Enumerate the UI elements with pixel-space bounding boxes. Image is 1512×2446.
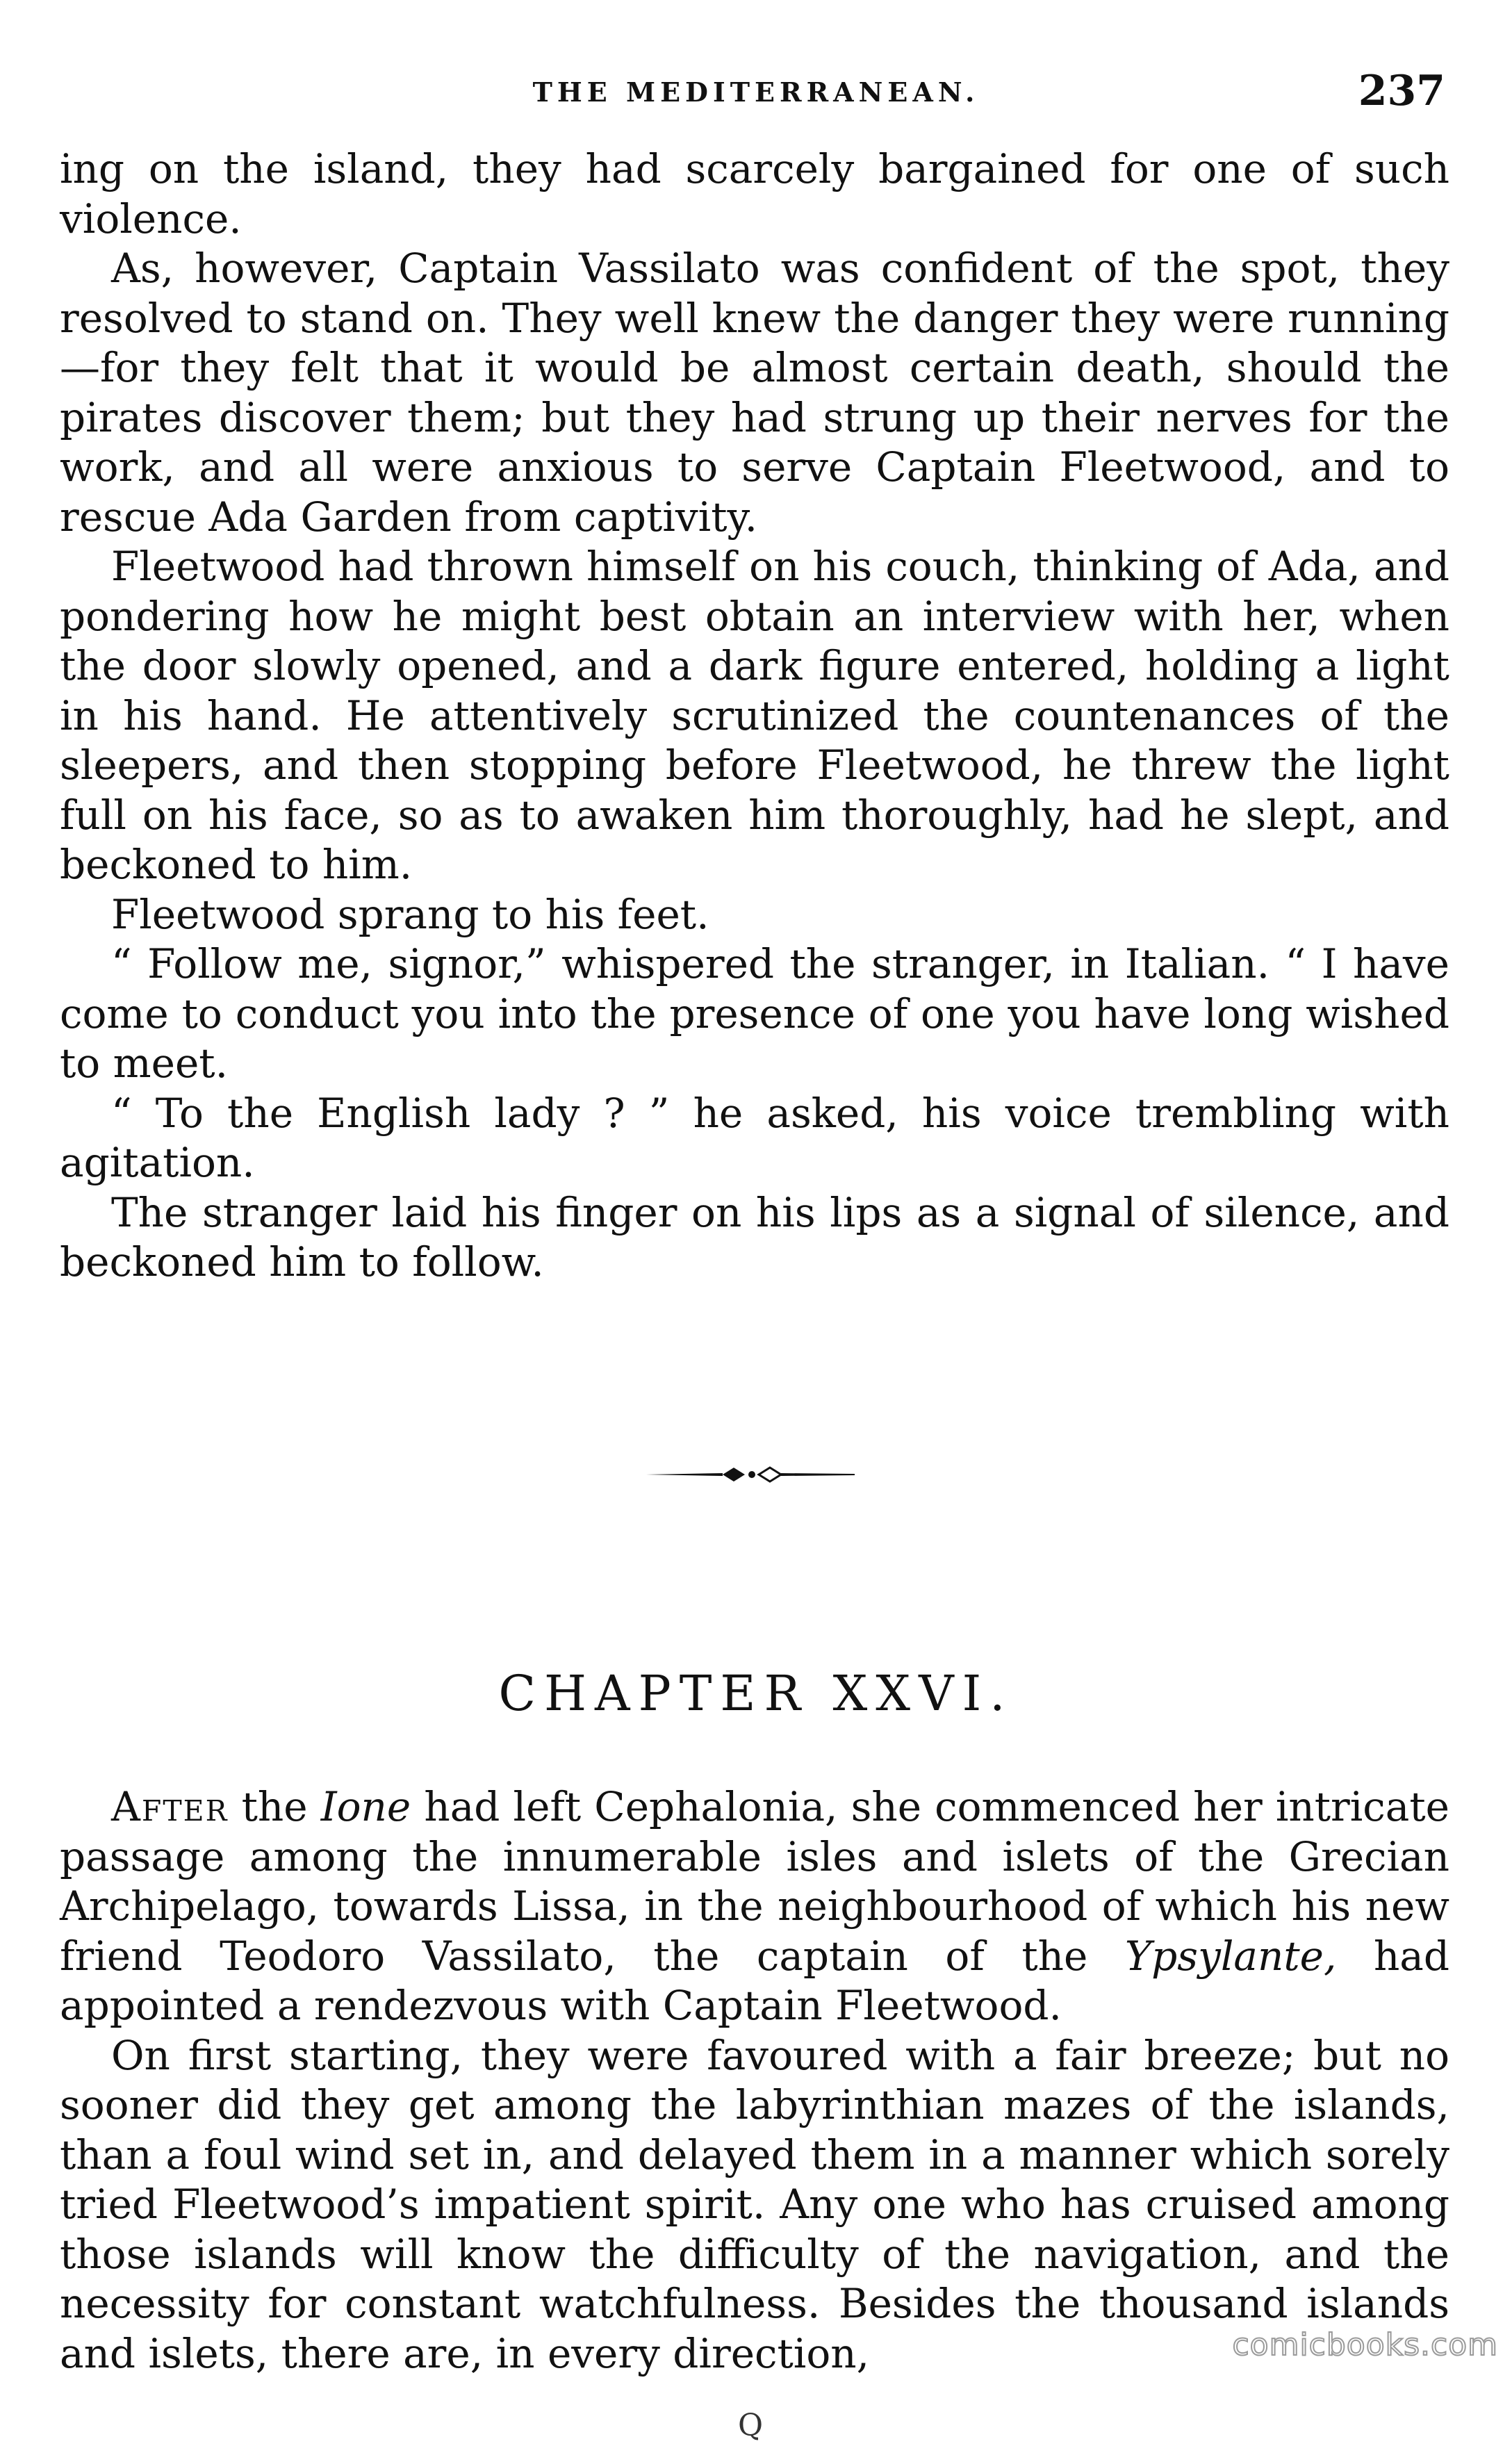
paragraph: “ Follow me, signor,” whispered the stranger, in Italian. “ I have come to conduct you into the presence of one you have long wished to meet.: [60, 940, 1449, 1087]
body-text-chapter: [60, 1782, 1449, 2379]
chapter-heading: CHAPTER XXVI.: [498, 1665, 1014, 1722]
body-text-top: [60, 145, 1449, 1288]
ship-name: Ypsylante,: [1124, 1932, 1337, 1980]
text-run: had appointed a rendezvous with Captain Fleetwood.: [60, 1932, 1450, 2029]
running-title: THE MEDITERRANEAN.: [532, 76, 980, 108]
text-run: the: [228, 1783, 321, 1830]
signature-mark: Q: [738, 2408, 764, 2443]
running-head: [67, 67, 1445, 122]
paragraph: [60, 1782, 1449, 2031]
section-ornament: [646, 1461, 869, 1488]
paragraph: The stranger laid his finger on his lips as a signal of silence, and beckoned him to follow.: [60, 1188, 1449, 1286]
watermark: comicbooks.com: [1232, 2327, 1498, 2363]
paragraph: Fleetwood sprang to his feet.: [111, 890, 709, 938]
ship-name: Ione: [320, 1783, 411, 1830]
paragraph: ing on the island, they had scarcely bargained for one of such violence.: [60, 145, 1449, 243]
paragraph: As, however, Captain Vassilato was confident of the spot, they resolved to stand on. They well knew the danger they were running—for they felt that it would be almost certain death, should the pirates discover them; but they had strung up their nerves for the work, and all were anxious to serve Captain Fleetwood, and to rescue Ada Garden from captivity.: [60, 245, 1449, 541]
page-number: 237: [1358, 67, 1445, 115]
text-run: had left Cephalonia, she commenced her intricate passage among the innumerable isles and islets of the Grecian Archipelago, towards Lissa, in the neighbourhood of which his new friend Teodoro Vassilato, the captain of the: [60, 1783, 1449, 1980]
paragraph: On first starting, they were favoured with a fair breeze; but no sooner did they get among the labyrinthian mazes of the islands, than a foul wind set in, and delayed them in a manner which sorely tried Fleetwood’s impatient spirit. Any one who has cruised among those islands will know the difficulty of the navigation, and the necessity for constant watchfulness. Besides the thousand islands and islets, there are, in every direction,: [60, 2031, 1449, 2377]
paragraph: Fleetwood had thrown himself on his couch, thinking of Ada, and pondering how he might best obtain an interview with her, when the door slowly opened, and a dark figure entered, holding a light in his hand. He attentively scrutinized the countenances of the sleepers, and then stopping before Fleetwood, he threw the light full on his face, so as to awaken him thoroughly, had he slept, and beckoned to him.: [60, 543, 1449, 888]
paragraph: “ To the English lady ? ” he asked, his voice trembling with agitation.: [60, 1089, 1449, 1186]
drop-word: After: [111, 1783, 229, 1830]
